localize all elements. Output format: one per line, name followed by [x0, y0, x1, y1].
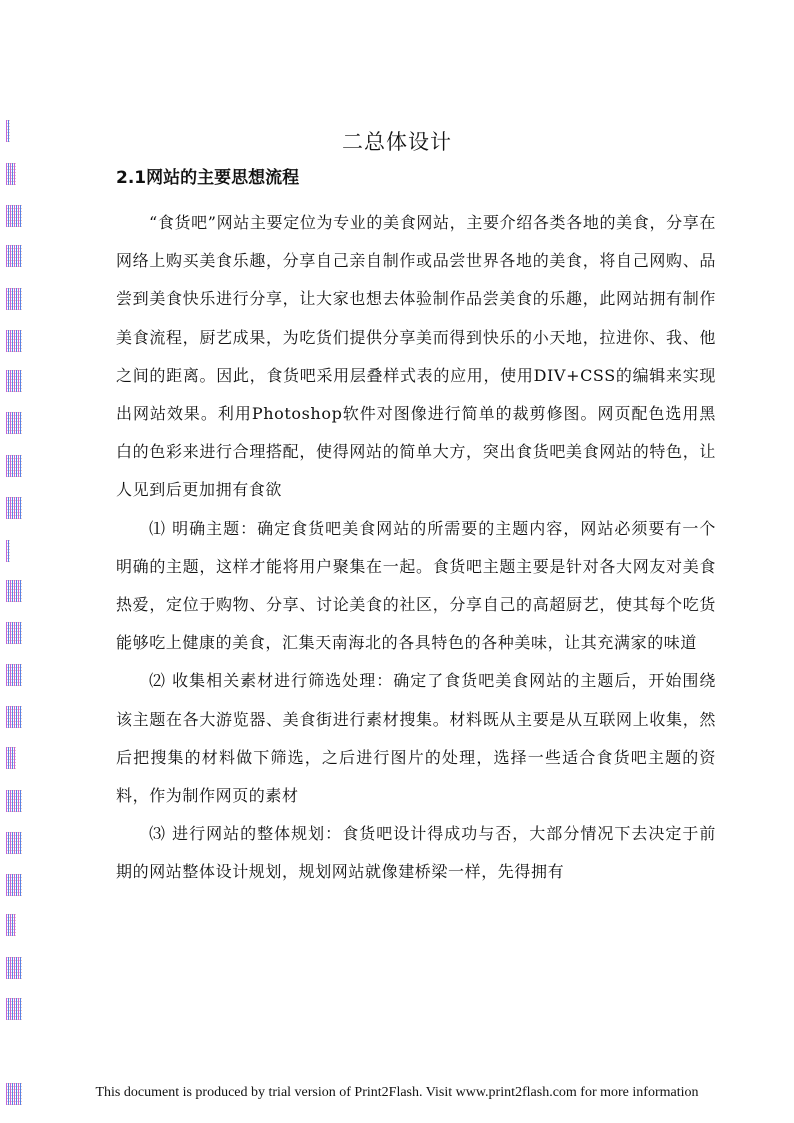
margin-mark [6, 330, 22, 352]
margin-mark [6, 832, 22, 854]
margin-mark [6, 747, 16, 769]
section-heading: 二总体设计 [342, 130, 452, 154]
paragraph-intro: “食货吧”网站主要定位为专业的美食网站，主要介绍各类各地的美食，分享在网络上购买美食乐趣，分享自己亲自制作或品尝世界各地的美食，将自己网购、品尝到美食快乐进行分享，让大家也想去体验制作品尝美食的乐趣，此网站拥有制作美食流程，厨艺成果，为吃货们提供分享美而得到快乐的小天地，拉进你、我、他之间的距离。因此，食货吧采用层叠样式表的应用，使用DIV+CSS的编辑来实现出网站效果。利用Photoshop软件对图像进行简单的裁剪修图。网页配色选用黑白的色彩来进行合理搭配，使得网站的简单大方，突出食货吧美食网站的特色，让人见到后更加拥有食欲 [116, 213, 716, 500]
margin-mark [6, 580, 22, 602]
paragraph-step-1: ⑴ 明确主题：确定食货吧美食网站的所需要的主题内容，网站必须要有一个明确的主题，这样才能将用户聚集在一起。食货吧主题主要是针对各大网友对美食热爱，定位于购物、分享、讨论美食的社区，分享自己的高超厨艺，使其每个吃货能够吃上健康的美食，汇集天南海北的各具特色的各种美味，让其充满家的味道 [116, 518, 716, 653]
margin-mark [6, 874, 22, 896]
margin-mark [6, 957, 22, 979]
margin-mark [6, 412, 22, 434]
margin-mark [6, 790, 22, 812]
margin-mark [6, 706, 22, 728]
paragraph-step-3: ⑶ 进行网站的整体规划：食货吧设计得成功与否，大部分情况下去决定于前期的网站整体设计规划，规划网站就像建桥梁一样，先得拥有 [116, 824, 716, 882]
margin-mark [6, 455, 22, 477]
subsection-heading: 2.1网站的主要思想流程 [116, 168, 300, 188]
body-text [116, 204, 716, 892]
margin-mark [6, 497, 22, 519]
margin-mark [6, 622, 22, 644]
margin-mark [6, 163, 16, 185]
margin-mark [6, 540, 10, 562]
paragraph-step-2: ⑵ 收集相关素材进行筛选处理：确定了食货吧美食网站的主题后，开始围绕该主题在各大游览器、美食街进行素材搜集。材料既从主要是从互联网上收集，然后把搜集的材料做下筛选，之后进行图片的处理，选择一些适合食货吧主题的资料，作为制作网页的素材 [116, 671, 716, 806]
margin-mark [6, 288, 22, 310]
margin-mark [6, 664, 22, 686]
trial-watermark-footer: This document is produced by trial version of Print2Flash. Visit www.print2flash.com for more information [95, 1085, 699, 1100]
margin-mark [6, 205, 22, 227]
margin-mark [6, 998, 22, 1020]
margin-scan-marks [0, 0, 40, 1123]
margin-mark [6, 245, 22, 267]
margin-mark [6, 914, 16, 936]
margin-mark [6, 370, 22, 392]
